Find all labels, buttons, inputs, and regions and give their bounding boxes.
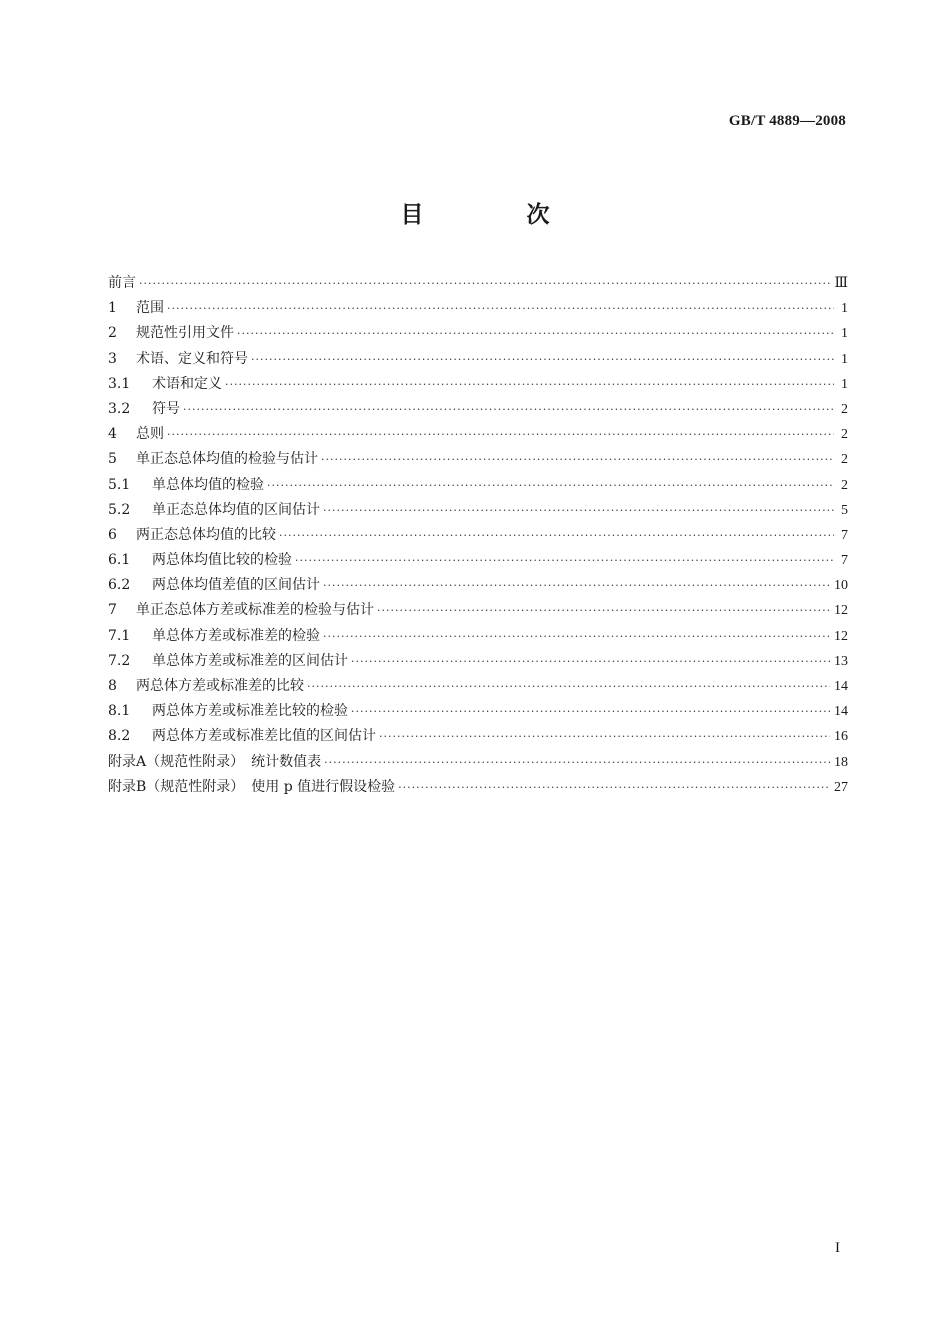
- toc-entry-number: 1: [108, 300, 117, 317]
- toc-entry-number: 4: [108, 426, 117, 443]
- toc-entry-label: 单总体均值的检验: [152, 476, 264, 493]
- toc-entry-number: 6: [108, 526, 117, 543]
- toc-entry-page: 2: [841, 401, 848, 417]
- toc-entry-number: 7.2: [108, 652, 131, 669]
- toc-entry-page: 5: [841, 502, 848, 518]
- toc-entry[interactable]: [108, 675, 848, 700]
- toc-entry[interactable]: [108, 348, 848, 373]
- toc-entry-number: 5.2: [108, 501, 131, 518]
- toc-entry-label: 单正态总体方差或标准差的检验与估计: [136, 602, 374, 619]
- toc-dot-leader: [351, 655, 830, 668]
- toc-entry-page: 14: [834, 679, 848, 694]
- toc-dot-leader: [225, 378, 834, 391]
- toc-entry-label: 单总体方差或标准差的区间估计: [152, 652, 348, 669]
- toc-entry-label: 单正态总体均值的区间估计: [152, 501, 320, 518]
- toc-entry[interactable]: [108, 549, 848, 574]
- toc-entry-page: 12: [834, 603, 848, 619]
- toc-entry-label: 两总体方差或标准差比值的区间估计: [152, 728, 376, 745]
- toc-entry[interactable]: [108, 448, 848, 473]
- toc-entry-page: 7: [841, 553, 848, 569]
- toc-dot-leader: [377, 604, 830, 617]
- toc-entry-page: 18: [834, 754, 848, 770]
- toc-entry[interactable]: [108, 373, 848, 398]
- toc-dot-leader: [323, 504, 834, 517]
- toc-entry-label: 两总体均值差值的区间估计: [152, 577, 320, 594]
- toc-entry-label: 附录A（规范性附录） 统计数值表: [108, 753, 322, 770]
- toc-dot-leader: [323, 579, 830, 592]
- toc-entry[interactable]: [108, 776, 848, 801]
- toc-entry-page: 14: [834, 704, 848, 720]
- toc-dot-leader: [295, 554, 834, 567]
- toc-entry-label: 术语和定义: [152, 375, 222, 392]
- toc-dot-leader: [167, 428, 834, 441]
- toc-entry-number: 7: [108, 602, 117, 619]
- toc-dot-leader: [321, 453, 834, 466]
- page-title: 目 次: [400, 201, 590, 228]
- toc-entry[interactable]: [108, 524, 848, 549]
- toc-entry-number: 3.2: [108, 400, 131, 417]
- toc-dot-leader: [139, 277, 830, 290]
- toc-dot-leader: [323, 630, 830, 643]
- toc-entry[interactable]: [108, 751, 848, 776]
- toc-entry-label: 符号: [152, 400, 180, 417]
- toc-entry-number: 8.2: [108, 728, 131, 745]
- toc-dot-leader: [237, 327, 834, 340]
- toc-dot-leader: [267, 479, 834, 492]
- page-number: I: [835, 1240, 840, 1256]
- toc-entry-label: 附录B（规范性附录） 使用 p 值进行假设检验: [108, 778, 396, 795]
- toc-entry-page: 1: [841, 301, 848, 317]
- table-of-contents: [108, 272, 848, 801]
- toc-entry-label: 单正态总体均值的检验与估计: [136, 451, 318, 468]
- toc-entry-number: 3: [108, 350, 117, 367]
- toc-dot-leader: [251, 353, 834, 366]
- toc-entry-number: 2: [108, 325, 117, 342]
- toc-entry-label: 两总体方差或标准差比较的检验: [152, 703, 348, 720]
- toc-entry-page: 2: [841, 452, 848, 468]
- toc-entry[interactable]: [108, 322, 848, 347]
- toc-entry-label: 两正态总体均值的比较: [136, 526, 276, 543]
- toc-entry[interactable]: [108, 574, 848, 599]
- toc-entry-page: Ⅲ: [834, 276, 848, 291]
- toc-entry-label: 两总体方差或标准差的比较: [136, 678, 304, 694]
- toc-entry-page: 12: [834, 628, 848, 644]
- toc-entry[interactable]: [108, 725, 848, 750]
- toc-entry-page: 2: [841, 427, 848, 443]
- toc-entry-label: 两总体均值比较的检验: [152, 552, 292, 569]
- toc-entry-page: 2: [841, 477, 848, 493]
- toc-entry-page: 16: [834, 729, 848, 745]
- toc-entry-label: 规范性引用文件: [136, 325, 234, 342]
- toc-entry-page: 10: [834, 578, 848, 594]
- toc-entry-number: 8: [108, 678, 117, 694]
- toc-entry-label: 前言: [108, 275, 136, 291]
- toc-entry[interactable]: [108, 499, 848, 524]
- toc-dot-leader: [324, 756, 830, 769]
- toc-entry-label: 术语、定义和符号: [136, 350, 248, 367]
- standard-code: GB/T 4889—2008: [728, 113, 846, 129]
- toc-entry[interactable]: [108, 423, 848, 448]
- toc-entry-number: 6.1: [108, 552, 131, 569]
- toc-entry-page: 1: [841, 326, 848, 342]
- toc-entry-label: 单总体方差或标准差的检验: [152, 627, 320, 644]
- toc-entry[interactable]: [108, 599, 848, 624]
- toc-entry[interactable]: [108, 297, 848, 322]
- toc-entry[interactable]: [108, 272, 848, 297]
- toc-dot-leader: [307, 680, 830, 693]
- toc-entry-number: 3.1: [108, 375, 131, 392]
- toc-entry-number: 6.2: [108, 577, 131, 594]
- toc-entry[interactable]: [108, 474, 848, 499]
- toc-entry-page: 7: [841, 527, 848, 543]
- toc-dot-leader: [398, 781, 830, 794]
- toc-entry-number: 5: [108, 451, 117, 468]
- toc-entry[interactable]: [108, 650, 848, 675]
- toc-entry[interactable]: [108, 700, 848, 725]
- toc-entry-page: 13: [834, 653, 848, 669]
- toc-entry-number: 7.1: [108, 627, 131, 644]
- toc-entry-page: 1: [841, 376, 848, 392]
- toc-dot-leader: [379, 730, 830, 743]
- toc-entry-page: 27: [834, 779, 848, 795]
- toc-entry-label: 范围: [136, 300, 164, 317]
- toc-entry[interactable]: [108, 398, 848, 423]
- toc-entry-number: 5.1: [108, 476, 131, 493]
- toc-entry-page: 1: [841, 351, 848, 367]
- toc-dot-leader: [183, 403, 834, 416]
- toc-dot-leader: [351, 705, 830, 718]
- toc-dot-leader: [279, 529, 834, 542]
- toc-dot-leader: [167, 302, 834, 315]
- toc-entry-label: 总则: [136, 426, 164, 443]
- toc-entry[interactable]: [108, 625, 848, 650]
- toc-entry-number: 8.1: [108, 703, 131, 720]
